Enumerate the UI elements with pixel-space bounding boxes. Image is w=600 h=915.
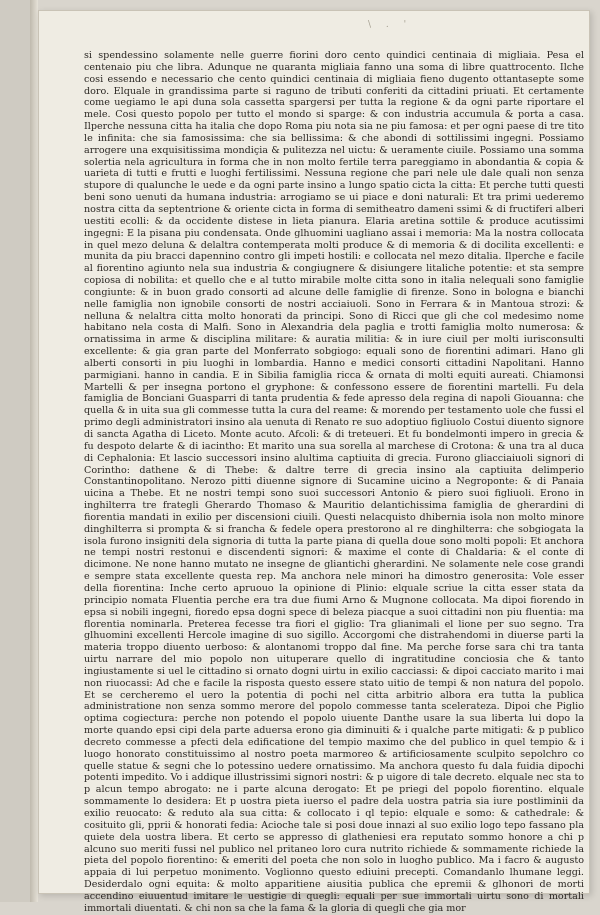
body-paragraph: si spendessino solamente nelle guerre fiorini doro cento quindici centinaia di migliaia. Pesa el centenaio piu che libra. Adunque ne quaranta migliaia fanno una soma di libre quattrocento. Ilche cosi essendo e necessario che cento quindici centinaia di migliaia fieno dugento ottantasepte some doro. Elquale in grandissima parte si raguno de tributi conferiti da cittadini priuati. Et certamente come uegiamo le api duna sola cassetta spargersi per tutta la regione & da ogni parte riportare el mele. Cosi questo popolo per tutto el mondo si sparge: & con industria accumula & porta a casa. Ilperche nessuna citta ha italia che dopo Roma piu nota sia ne piu famosa: et per ogni paese di tre tito le infinita: che sia famosissima: che sia bellissima: & che abondi di sottilissimi ingegni. Possiamo arrogere una exquisitissima mondiçia & pulitezza nel uictu: & ueramente ciuile. Possiamo una somma solertia nela agricultura in forma che in non molto fertile terra pareggiamo in abondantia & copia & uarieta di tutti e frutti e luoghi fertilissimi. Nessuna regione che pari nele ule dale quali non senza stupore di qualunche le uede e da ogni parte insino a lungo spatio cicta la citta: Et perche tutti questi beni sono uenuti da humana industria: arrogiamo se ui piace e doni naturali: Et tra primi uederemo nostra citta da septentrione & oriente cicta in forma di semitheatro dameni ssimi & di fructiferi alberi uestiti ecolli: & da occidente distese in lieta pianura. Elaria aretina sottile & produce acutissimi ingegni: E la pisana piu condensata. Onde glhuomini uagliano assai i memoria: Ma la nostra collocata in quel mezo deluna & delaltra contemperata molti produce & di memoria & di docilita excellenti: e munita da piu bracci dapennino contro gli impeti hostili: e collocata nel mezo ditalia. Ilperche e facile al fiorentino agiunto nela sua industria & congiugnere & disiungere litaliche potentie: et sta sempre copiosa di nobilita: et quello che e al tutto mirabile molte citta sono in italia nelequali sono famiglie congiunte: & in buon grado consorti ad alcune delle famiglie di firenze. Sono in bologna e bianchi nelle famiglia non ignobile consorti de nostri acciaiuoli. Sono in Ferrara & in Mantoua strozi: & nelluna & nelaltra citta molto honorati da principi. Sono di Ricci que gli che col medesimo nome habitano nela costa di Malfi. Sono in Alexandria dela paglia e trotti famiglia molto numerosa: & ornatissima in arme & disciplina militare: & auratia militia: & in iure ciuil per molti iurisconsulti excellente: & gia gran parte del Monferrato sobgiogo: equali sono de fiorentini adimari. Hano gli alberti consorti in piu luoghi in lombardia. Hanno e medici consorti cittadini Napolitani. Hanno parmigiani. hanno in candia. E in Sibilia famiglia ricca & ornata di molti equiti aureati. Chiamonsi Martelli & per insegna portono el gryphone: & confessono essere de fiorentini martelli. Fu dela famiglia de Bonciani Guasparri di tanta prudentia & fede apresso dela regina di napoli Giouanna: che quella & in uita sua gli commesse tutta la cura del reame: & morendo per testamento uole che fussi el primo degli administratori insino ala uenuta di Renato re suo adoptiuo figliuolo Costui diuento signore di sancta Agatha di Liceto. Monte acuto. Afcoli: & di treteueri. Et fu bondelmonti impero in grecia & fu despoto delarte & di iacintho: Et marito una sua sorella al marchese di Crotona: & una tra al duca di Cephalonia: Et lascio successori insino alultima captiuita di grecia. Furono gliacciaiuoli signori di Corintho: dathene & di Thebe: & daltre terre di grecia insino ala captiuita delimperio Constantinopolitano. Nerozo pitti diuenne signore di Sucamine uicino a Negroponte: & di Panaia uicina a Thebe. Et ne nostri tempi sono suoi successori Antonio & piero suoi figliuoli. Erono in inghilterra tre frategli Gherardo Thomaso & Mauritio delantichissima famiglia de gherardini di fiorentia mandati in exilio per discensioni ciuili. Questi nelacquisto dhibernia isola non molto minore dinghilterra si prompta & si francha & fedele opera prestorono al re dinghilterra: che sobgiogata la isola furono insigniti dela signoria di tutta la parte piana di quella doue sono molti popoli: Et anchora ne tempi nostri restonui e discendenti signori: & maxime el conte di Chaldaria: & el conte di dicimone. Ne none hanno mutato ne insegne de gliantichi gherardini. Ne solamente nele cose grandi e sempre stata excellente questa rep. Ma anchora nele minori ha dimostro generosita: Vole esser della fiorentina: Inche certo apruouo la opinione di Plinio: elquale scriue la citta esser stata da principio nomata Fluentia perche era tra due fiumi Arno & Mugnone collocata. Ma dipoi fiorendo in epsa si nobili ingegni, fioredo epsa dogni spece di beleza piacque a suoi cittadini non piu fluentia: ma florentia nominarla. Preterea fecesse tra fiori el giglio: Tra glianimali el lione per suo segno. Tra glhuomini excellenti Hercole imagine di suo sigillo. Accorgomi che distrahendomi in diuerse parti la materia troppo diuento uerboso: & alontanomi troppo dal fine. Ma perche forse sara chi tra tanta uirtu narrare del mio popolo non uituperare quello di ingratitudine conciosia che & tanto ingiustamente si uel le cittadino si ornato dogni uirtu in exilio cacciassi: & dipoi cacciato marito i mai non riuocassi: Ad che e facile la risposta questo essere stato uitio de tempi & non natura del popolo. Et se cercheremo el uero la potentia di pochi nel citta arbitrio albora era tutta la publica administratione non senza sommo merore del popolo commesse tanta scelerateza. Dipoi che Piglio optima cogiectura: perche non potendo el popolo uiuente Danthe usare la sua liberta lui dopo la morte quando epsi cipi dela parte aduersa erono gia diminuiti & i qualche parte mitigati: & p publico decreto commesse a pfecti dela edificatione del tempio maximo che del publico in quel tempio & i luogo honorato constituissimo al nostro poeta marmoreo & artificiosamente sculpito sepolchro co quelle statue & segni che lo potessino uedere ornatissimo. Ma anchora questo fu dala fuidia dipochi potenti impedito. Vo i addique illustrissimi signori nostri: & p uigore di tale decreto. elquale nec sta to p alcun tempo abrogato: ne i parte alcuna derogato: Et pe priegi del popolo fiorentino. elquale sommamente lo desidera: Et p uostra pieta iuerso el padre dela uostra patria sia iure postliminii da exilio reuocato: & reduto ala sua citta: & collocato i ql tepio: elquale e somo: & cathedrale: & cosituito gli, pprii & honorati fedia: Acioche tale si posi doue innazi al suo exilio logo tepo fassano pla quiete dela uostra libera. Et certo se appresso di glatheniesi era reputato sommo honore a chi p alcuno suo meriti fussi nel publico nel pritaneo loro cura nutrito richiede & sommamente richiede la pieta del popolo fiorentino: & emeriti del poeta che non solo in luogho publico. Ma i facro & augusto appaia di lui perpetuo monimento. Voglionno questo ediuini precepti. Comandanlo lhumane leggi. Desiderdalo ogni equita: & molto apparitiene aiusitia publica che epremii & glhonori de morti accendino eiuuentud imitare le uestigie di quegli: equali per sue immortali uirtu sono di mortali immortali diuentati. & chi non sa che la fama & la gloria di quegli che gia mor xyxy=(84,50,584,914)
page-gutter xyxy=(0,0,38,902)
page-fold-shadow xyxy=(30,0,38,902)
header-marks: \ . ' xyxy=(368,20,413,30)
body-text-column xyxy=(84,50,584,915)
document-page xyxy=(38,10,590,914)
